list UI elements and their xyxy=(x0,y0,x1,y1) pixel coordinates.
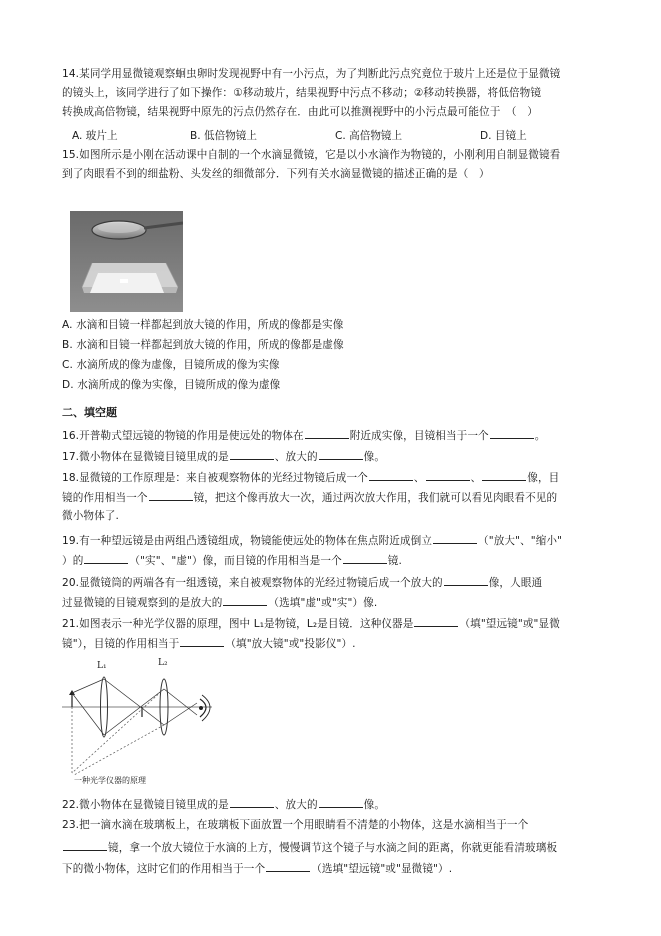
q15-option-b[interactable]: B. 水滴和目镜一样都起到放大镜的作用，所成的像都是虚像 xyxy=(62,339,344,351)
q19-blank-3[interactable] xyxy=(343,553,387,564)
q23-text-l3b: （选填"望远镜"或"显微镜"）. xyxy=(311,863,453,875)
q16-text-b: 附近成实像，目镜相当于一个 xyxy=(349,430,489,442)
q21-line2 xyxy=(62,636,356,651)
q21-text-a: 21.如图表示一种光学仪器的原理，图中 L₁是物镜，L₂是目镜．这种仪器是 xyxy=(62,618,414,630)
q14-option-a[interactable]: A. 玻片上 xyxy=(72,130,118,142)
q20-text-l2a: 过显微镜的目镜观察到的是放大的 xyxy=(62,597,223,609)
q22-line xyxy=(62,797,385,812)
q20-blank-1[interactable] xyxy=(444,575,488,586)
q23-text-a: 23.把一滴水滴在玻璃板上，在玻璃板下面放置一个用眼睛看不清楚的小物体，这是水滴相当于一个 xyxy=(62,819,529,831)
q21-blank-1[interactable] xyxy=(414,616,458,627)
q19-blank-2[interactable] xyxy=(84,553,128,564)
q16-text-a: 16.开普勒式望远镜的物镜的作用是使远处的物体在 xyxy=(62,430,304,442)
q18-text-l2b: 镜，把这个像再放大一次，通过两次放大作用，我们就可以看见肉眼看不见的 xyxy=(193,492,558,504)
q23-line2 xyxy=(62,840,557,855)
q20-blank-2[interactable] xyxy=(223,595,267,606)
q17-blank-2[interactable] xyxy=(319,449,363,460)
q18-text-b: 、 xyxy=(413,472,425,484)
q15-line1: 15.如图所示是小刚在活动课中自制的一个水滴显微镜，它是以小水滴作为物镜的，小刚利用自制显微镜看 xyxy=(62,149,561,161)
q21-text-l2a: 镜"），目镜的作用相当于 xyxy=(62,638,180,650)
q20-text-l2b: （选填"虚"或"实"）像. xyxy=(268,597,378,609)
q18-line1 xyxy=(62,470,559,485)
water-drop-microscope-photo xyxy=(70,211,183,312)
q17-text-c: 像。 xyxy=(363,451,386,463)
q22-text-a: 22.微小物体在显微镜目镜里成的是 xyxy=(62,799,229,811)
q21-text-l2b: （填"放大镜"或"投影仪"）. xyxy=(225,638,356,650)
q20-text-b: 像，人眼通 xyxy=(488,577,543,589)
q19-line1 xyxy=(62,533,562,548)
q23-text-l2a: 镜，拿一个放大镜位于水滴的上方，慢慢调节这个镜子与水滴之间的距离，你就更能看清玻璃板 xyxy=(108,842,558,854)
q17-text-b: 、放大的 xyxy=(274,451,318,463)
q20-line2 xyxy=(62,595,377,610)
q16-blank-1[interactable] xyxy=(305,428,349,439)
q19-text-b: （"放大"、"缩小" xyxy=(478,535,563,547)
q19-line2 xyxy=(62,553,402,568)
q18-blank-2[interactable] xyxy=(426,470,470,481)
q18-line2 xyxy=(62,490,557,505)
q22-blank-1[interactable] xyxy=(230,797,274,808)
q22-text-b: 、放大的 xyxy=(274,799,318,811)
q14-line3: 转换成高倍物镜，结果视野中原先的污点仍然存在．由此可以推测视野中的小污点最可能位于 （ ） xyxy=(62,106,538,118)
q19-blank-1[interactable] xyxy=(433,533,477,544)
q21-blank-2[interactable] xyxy=(180,636,224,647)
q14-option-d[interactable]: D. 目镜上 xyxy=(480,130,527,142)
q18-blank-4[interactable] xyxy=(149,490,193,501)
q23-line3 xyxy=(62,861,452,876)
q22-text-c: 像。 xyxy=(363,799,386,811)
diagram-caption: 一种光学仪器的原理 xyxy=(74,776,146,785)
q18-text-c: 、 xyxy=(470,472,482,484)
q23-blank-2[interactable] xyxy=(266,861,310,872)
q18-line3: 微小物体了. xyxy=(62,510,119,522)
q14-option-c[interactable]: C. 高倍物镜上 xyxy=(335,130,403,142)
q23-blank-1[interactable] xyxy=(63,840,107,851)
q20-text-a: 20.显微镜筒的两端各有一组透镜，来自被观察物体的光经过物镜后成一个放大的 xyxy=(62,577,443,589)
q18-blank-3[interactable] xyxy=(482,470,526,481)
q16-text-c: 。 xyxy=(534,430,546,442)
q14-option-b[interactable]: B. 低倍物镜上 xyxy=(190,130,257,142)
q18-blank-1[interactable] xyxy=(369,470,413,481)
q18-text-l2a: 镜的作用相当一个 xyxy=(62,492,148,504)
section-heading: 二、填空题 xyxy=(62,406,117,419)
q16-line xyxy=(62,428,545,443)
q17-blank-1[interactable] xyxy=(230,449,274,460)
lens-l2-label: L₂ xyxy=(158,658,168,668)
optical-instrument-diagram xyxy=(62,655,222,785)
q21-line1 xyxy=(62,616,560,631)
q14-line2: 的镜头上，该同学进行了如下操作：①移动玻片，结果视野中污点不移动；②移动转换器，将低倍物镜 xyxy=(62,87,542,99)
q23-text-l3a: 下的微小物体，这时它们的作用相当于一个 xyxy=(62,863,266,875)
q18-text-a: 18.显微镜的工作原理是：来自被观察物体的光经过物镜后成一个 xyxy=(62,472,368,484)
q14-line1: 14.某同学用显微镜观察蛔虫卵时发现视野中有一小污点，为了判断此污点究竟位于玻片上还是位于显微镜 xyxy=(62,68,561,80)
q17-line xyxy=(62,449,385,464)
q16-blank-2[interactable] xyxy=(490,428,534,439)
q19-text-l2c: 镜. xyxy=(387,555,402,567)
lens-l1-label: L₁ xyxy=(97,661,107,671)
q23-line1 xyxy=(62,819,528,832)
q21-text-b: （填"望远镜"或"显微 xyxy=(459,618,560,630)
q15-line2: 到了肉眼看不到的细盐粉、头发丝的细微部分．下列有关水滴显微镜的描述正确的是（ ） xyxy=(62,168,490,180)
q20-line1 xyxy=(62,575,542,590)
q15-option-d[interactable]: D. 水滴所成的像为实像，目镜所成的像为虚像 xyxy=(62,379,281,391)
q19-text-l2b: （"实"、"虚"）像，而目镜的作用相当是一个 xyxy=(129,555,342,567)
q15-option-a[interactable]: A. 水滴和目镜一样都起到放大镜的作用，所成的像都是实像 xyxy=(62,319,344,331)
q19-text-a: 19.有一种望远镜是由两组凸透镜组成，物镜能使远处的物体在焦点附近成倒立 xyxy=(62,535,433,547)
q18-text-d: 像，目 xyxy=(527,472,560,484)
q15-option-c[interactable]: C. 水滴所成的像为虚像，目镜所成的像为实像 xyxy=(62,359,280,371)
q22-blank-2[interactable] xyxy=(319,797,363,808)
q19-text-l2a: ）的 xyxy=(62,555,84,567)
q17-text-a: 17.微小物体在显微镜目镜里成的是 xyxy=(62,451,229,463)
